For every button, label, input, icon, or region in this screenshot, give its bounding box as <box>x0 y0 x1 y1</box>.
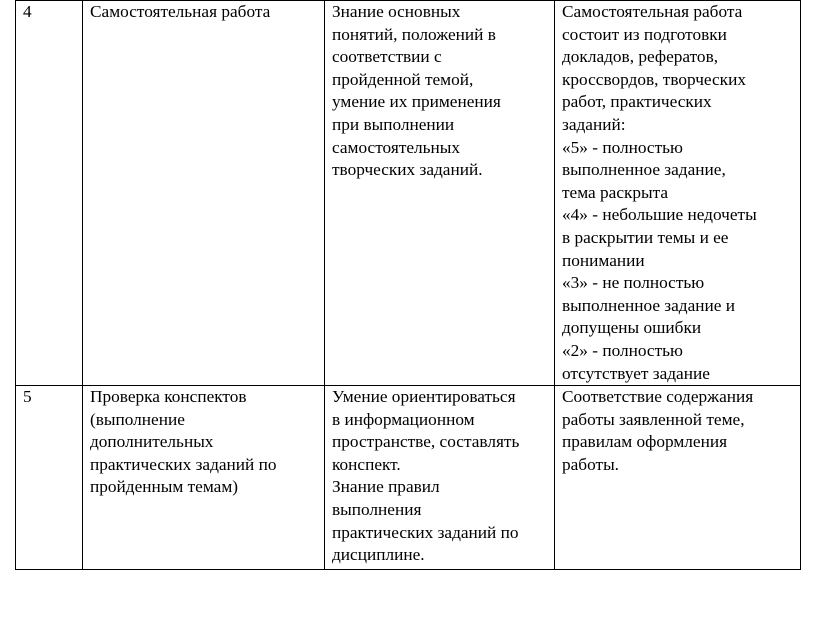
criteria-line: тема раскрыта <box>562 182 669 202</box>
skills-line: понятий, положений в <box>332 24 496 44</box>
work-type-line: Самостоятельная работа <box>90 2 271 21</box>
work-type-line: (выполнение <box>90 409 185 429</box>
criteria-line: кроссвордов, творческих <box>562 69 746 89</box>
row-number: 4 <box>23 2 32 21</box>
skills-line: выполнения <box>332 500 422 520</box>
work-type-line: дополнительных <box>90 432 214 452</box>
criteria-line: Самостоятельная работа <box>562 2 743 21</box>
work-type-cell <box>83 1 325 386</box>
skills-line: дисциплине. <box>332 545 425 565</box>
criteria-line: «4» - небольшие недочеты <box>562 205 757 225</box>
criteria-line: «5» - полностью <box>562 137 683 157</box>
skills-line: практических заданий по <box>332 522 519 542</box>
criteria-line: состоит из подготовки <box>562 24 727 44</box>
criteria-line: выполненное задание, <box>562 160 726 180</box>
criteria-line: в раскрытии темы и ее <box>562 227 729 247</box>
criteria-line: «3» - не полностью <box>562 273 705 293</box>
criteria-cell <box>555 386 801 570</box>
skills-cell <box>325 386 555 570</box>
work-type-line: Проверка конспектов <box>90 387 247 407</box>
skills-line: умение их применения <box>332 92 501 112</box>
criteria-line: выполненное задание и <box>562 295 736 315</box>
assessment-table <box>15 0 801 570</box>
skills-line: пройденной темой, <box>332 69 474 89</box>
skills-line: Знание основных <box>332 2 461 21</box>
criteria-line: «2» - полностью <box>562 340 683 360</box>
skills-line: творческих заданий. <box>332 160 483 180</box>
skills-line: Знание правил <box>332 477 440 497</box>
table-row <box>16 386 801 570</box>
skills-cell <box>325 1 555 386</box>
row-number: 5 <box>23 387 32 407</box>
criteria-line: понимании <box>562 250 645 270</box>
criteria-line: заданий: <box>562 114 626 134</box>
criteria-cell <box>555 1 801 386</box>
criteria-line: допущены ошибки <box>562 318 702 338</box>
skills-line: самостоятельных <box>332 137 461 157</box>
criteria-line: докладов, рефератов, <box>562 47 719 67</box>
work-type-line: практических заданий по <box>90 454 277 474</box>
criteria-line: работы заявленной теме, <box>562 409 745 429</box>
table-row <box>16 1 801 386</box>
skills-line: Умение ориентироваться <box>332 387 516 407</box>
skills-line: конспект. <box>332 454 401 474</box>
skills-line: пространстве, составлять <box>332 432 520 452</box>
skills-line: в информационном <box>332 409 475 429</box>
criteria-line: отсутствует задание <box>562 363 710 383</box>
row-number-cell <box>16 1 83 386</box>
work-type-cell <box>83 386 325 570</box>
criteria-line: Соответствие содержания <box>562 387 754 407</box>
row-number-cell <box>16 386 83 570</box>
criteria-line: работ, практических <box>562 92 712 112</box>
skills-line: соответствии с <box>332 47 442 67</box>
work-type-line: пройденным темам) <box>90 477 239 497</box>
criteria-line: работы. <box>562 454 619 474</box>
criteria-line: правилам оформления <box>562 432 728 452</box>
skills-line: при выполнении <box>332 114 455 134</box>
